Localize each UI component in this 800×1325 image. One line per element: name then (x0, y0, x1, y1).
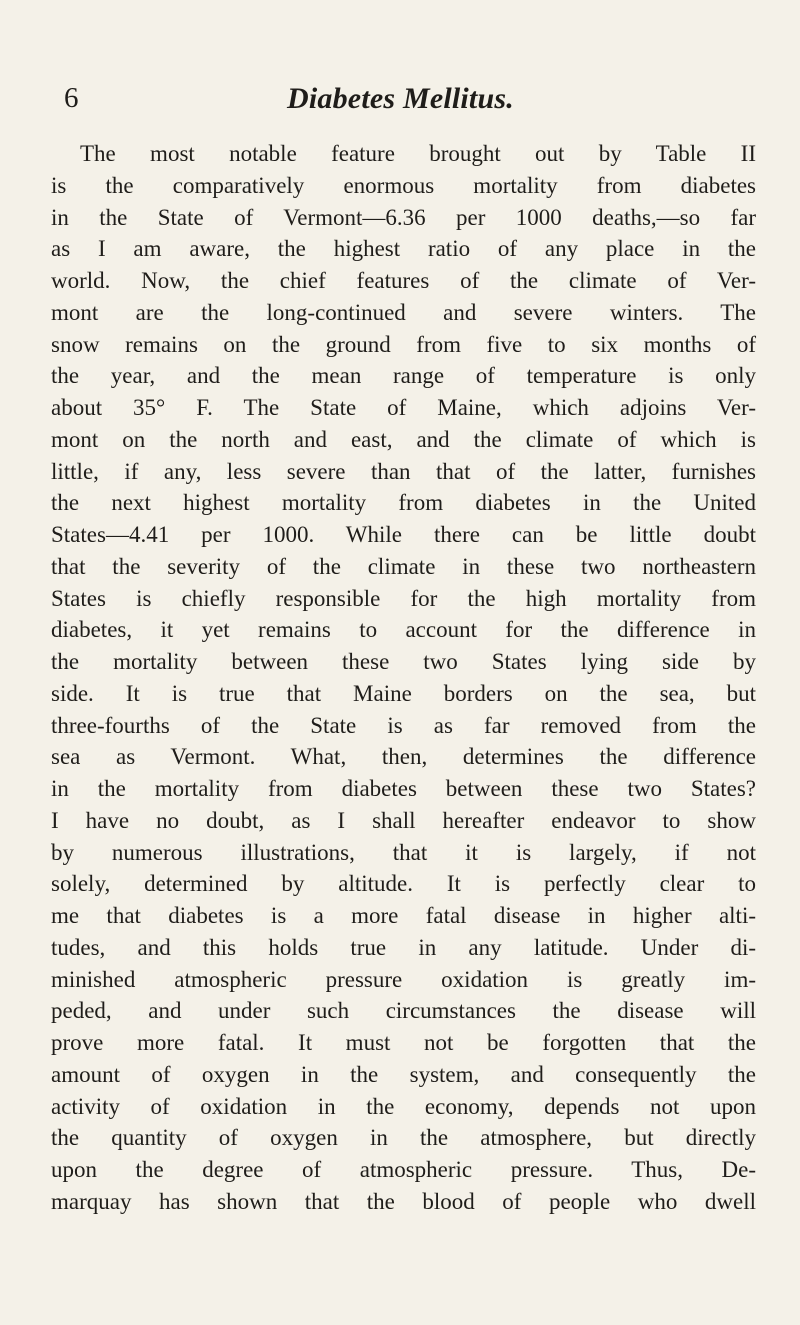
text-line: little, if any, less severe than that of the latter, furnishes (51, 458, 756, 484)
text-line: marquay has shown that the blood of people who dwell (51, 1188, 756, 1214)
text-line: mont are the long-continued and severe winters. The (51, 299, 756, 325)
text-line: I have no doubt, as I shall hereafter endeavor to show (51, 807, 756, 833)
text-line: me that diabetes is a more fatal disease in higher alti- (51, 903, 756, 928)
text-line: world. Now, the chief features of the climate of Ver- (51, 268, 756, 293)
text-line: in the mortality from diabetes between these two States? (51, 776, 756, 801)
text-line: side. It is true that Maine borders on the sea, but (51, 680, 756, 706)
text-line: minished atmospheric pressure oxidation is greatly im- (51, 966, 756, 992)
text-line: snow remains on the ground from five to six months of (51, 331, 756, 357)
text-line: amount of oxygen in the system, and consequently the (51, 1061, 756, 1087)
text-line: tudes, and this holds true in any latitude. Under di- (51, 934, 756, 960)
text-line: The most notable feature brought out by Table II (80, 141, 756, 166)
text-line: peded, and under such circumstances the disease will (51, 998, 756, 1024)
text-line: States is chiefly responsible for the high mortality from (51, 585, 756, 611)
text-line: diabetes, it yet remains to account for the difference in (51, 617, 756, 643)
text-line: prove more fatal. It must not be forgotten that the (51, 1030, 756, 1055)
text-line: mont on the north and east, and the climate of which is (51, 426, 756, 452)
text-line: the next highest mortality from diabetes in the United (51, 490, 756, 516)
text-line: the year, and the mean range of temperature is only (51, 363, 756, 389)
text-line: solely, determined by altitude. It is perfectly clear to (51, 871, 756, 897)
text-line: is the comparatively enormous mortality from diabetes (51, 172, 756, 198)
page-number: 6 (64, 82, 79, 114)
text-line: three-fourths of the State is as far removed from the (51, 712, 756, 738)
text-line: sea as Vermont. What, then, determines the difference (51, 744, 756, 770)
page-header (0, 82, 800, 122)
text-line: about 35° F. The State of Maine, which adjoins Ver- (51, 395, 756, 420)
text-line: that the severity of the climate in these two northeastern (51, 553, 756, 579)
text-line: States—4.41 per 1000. While there can be little doubt (51, 522, 756, 547)
text-line: activity of oxidation in the economy, depends not upon (51, 1093, 756, 1119)
text-line: the mortality between these two States lying side by (51, 649, 756, 674)
body-text (51, 138, 756, 1218)
text-line: as I am aware, the highest ratio of any place in the (51, 236, 756, 262)
running-title: Diabetes Mellitus. (287, 82, 514, 115)
text-line: upon the degree of atmospheric pressure. Thus, De- (51, 1157, 756, 1182)
text-line: by numerous illustrations, that it is largely, if not (51, 839, 756, 865)
text-line: the quantity of oxygen in the atmosphere, but directly (51, 1125, 756, 1151)
text-line: in the State of Vermont—6.36 per 1000 deaths,—so far (51, 204, 756, 230)
